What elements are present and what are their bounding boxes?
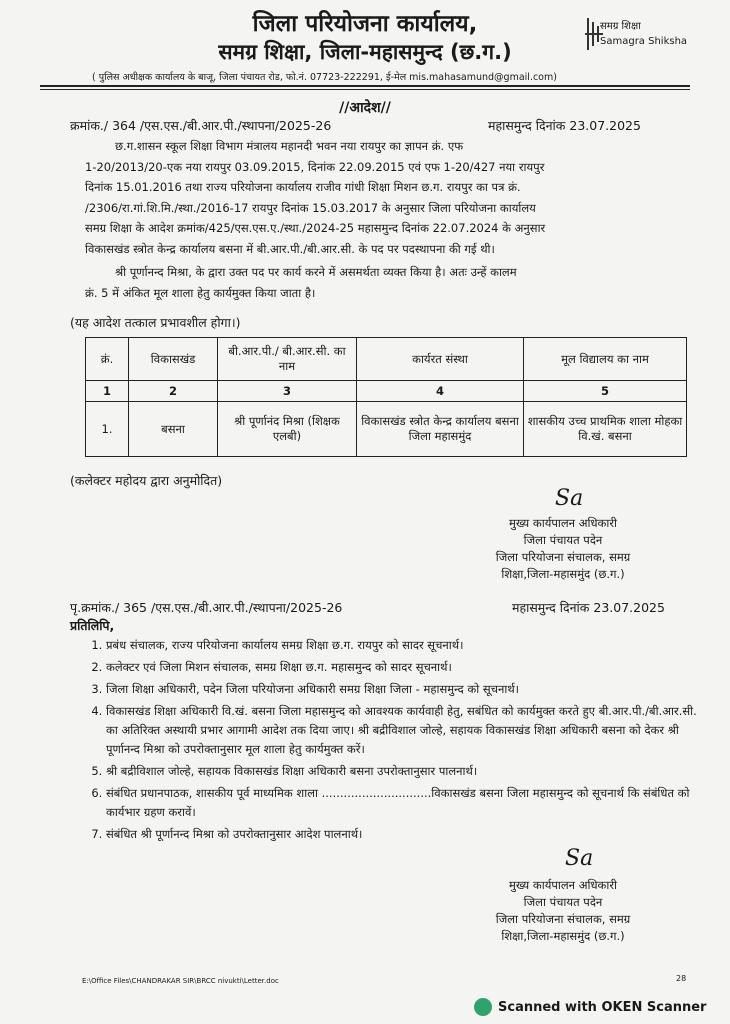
logo-text-hindi: समग्र शिक्षा — [600, 21, 641, 32]
list-item: 5. श्री बद्रीविशाल जोल्हे, सहायक विकासखंड शिक्षा अधिकारी बसना उपरोक्तानुसार पालनार्थ। — [106, 762, 711, 781]
signature-line: मुख्य कार्यपालन अधिकारी — [508, 878, 618, 892]
list-item: 4. विकासखंड शिक्षा अधिकारी वि.खं. बसना जिला महासमुन्द को आवश्यक कार्यवाही हेतु, सबंधित को कार्यमुक्त करते हुए बी.आर.पी./बी.आर.सी. का अतिरिक्त अस्थायी प्रभार आगामी आदेश तक दिया जाए। श्री बद्रीविशाल जोल्हे, सहायक विकासखंड शिक्षा अधिकारी बसना को देकर श्री पूर्णानन्द मिश्रा को उपरोक्तानुसार मूल शाला हेतु कार्यमुक्त करें। — [106, 702, 711, 759]
paragraph-line: समग्र शिक्षा के आदेश क्रमांक/425/एस.एस.ए./स्था./2024-25 महासमुन्द दिनांक 22.07.2024 के अनुसार — [85, 221, 546, 235]
table-cell: 5 — [524, 381, 687, 402]
logo-text-english: Samagra Shiksha — [600, 36, 688, 47]
signature-line: शिक्षा,जिला-महासमुंद (छ.ग.) — [501, 929, 625, 943]
list-item: 1. प्रबंध संचालक, राज्य परियोजना कार्यालय समग्र शिक्षा छ.ग. रायपुर को सादर सूचनार्थ। — [106, 636, 711, 655]
table-header: मूल विद्यालय का नाम — [524, 338, 687, 381]
file-path: E:\Office Files\CHANDRAKAR SIR\BRCC nivukti\Letter.doc — [82, 977, 279, 985]
signature-mark: Sa — [565, 846, 594, 871]
signature-line: शिक्षा,जिला-महासमुंद (छ.ग.) — [501, 567, 625, 581]
table-header: कार्यरत संस्था — [357, 338, 524, 381]
list-item: 6. संबंधित प्रधानपाठक, शासकीय पूर्व माध्यमिक शाला ..............................विकासखंड बसना जिला महासमुन्द को सूचनार्थ कि संबंधित को कार्यभार ग्रहण करावें। — [106, 784, 711, 822]
table-cell: विकासखंड स्त्रोत केन्द्र कार्यालय बसना जिला महासमुंद — [357, 402, 524, 457]
signature-block — [478, 877, 648, 945]
table-header: विकासखंड — [129, 338, 218, 381]
signature-line: जिला पंचायत पदेन — [523, 533, 603, 547]
table-cell: शासकीय उच्च प्राथमिक शाला मोहका वि.खं. बसना — [524, 402, 687, 457]
table-header: बी.आर.पी./ बी.आर.सी. का नाम — [218, 338, 357, 381]
relieving-table — [85, 337, 687, 457]
list-item: 3. जिला शिक्षा अधिकारी, पदेन जिला परियोजना अधिकारी समग्र शिक्षा जिला - महासमुन्द को सूचनार्थ। — [106, 680, 711, 699]
table-cell: बसना — [129, 402, 218, 457]
table-row — [86, 402, 687, 457]
scanner-text: Scanned with OKEN Scanner — [498, 999, 707, 1015]
divider — [40, 85, 690, 87]
page-number: 28 — [676, 974, 687, 983]
order-reference: क्रमांक./ 364 /एस.एस./बी.आर.पी./स्थापना/2025-26 — [70, 118, 332, 133]
effective-note: (यह आदेश तत्काल प्रभावशील होगा।) — [70, 315, 241, 330]
table-row — [86, 381, 687, 402]
signature-line: जिला पंचायत पदेन — [523, 895, 603, 909]
table-header-row — [86, 338, 687, 381]
approval-note: (कलेक्टर महोदय द्वारा अनुमोदित) — [70, 473, 223, 488]
table-cell: श्री पूर्णानंद मिश्रा (शिक्षक एलबी) — [218, 402, 357, 457]
paragraph-line: दिनांक 15.01.2016 तथा राज्य परियोजना कार्यालय राजीव गांधी शिक्षा मिशन छ.ग. रायपुर का पत्र क्रं. — [85, 180, 521, 194]
order-title: //आदेश// — [339, 100, 391, 116]
order-paragraph-2 — [85, 262, 685, 303]
paragraph-line: छ.ग.शासन स्कूल शिक्षा विभाग मंत्रालय महानदी भवन नया रायपुर का ज्ञापन क्रं. एफ — [115, 139, 464, 153]
signature-line: जिला परियोजना संचालक, समग्र — [495, 550, 631, 564]
paragraph-line: विकासखंड स्त्रोत केन्द्र कार्यालय बसना में बी.आर.पी./बी.आर.सी. के पद पर पदस्थापना की गई थी। — [85, 241, 495, 256]
table-cell: 4 — [357, 381, 524, 402]
copy-list — [82, 636, 711, 847]
table-cell: 3 — [218, 381, 357, 402]
department-heading: समग्र शिक्षा, जिला-महासमुन्द (छ.ग.) — [218, 40, 512, 64]
copy-date: महासमुन्द दिनांक 23.07.2025 — [512, 600, 665, 615]
paragraph-line: /2306/रा.गां.शि.मि./स्था./2016-17 रायपुर दिनांक 15.03.2017 के अनुसार जिला परियोजना कार्यालय — [85, 200, 536, 215]
signature-line: जिला परियोजना संचालक, समग्र — [495, 912, 631, 926]
table-cell: 1 — [86, 381, 129, 402]
signature-line: मुख्य कार्यपालन अधिकारी — [508, 516, 618, 530]
order-date: महासमुन्द दिनांक 23.07.2025 — [488, 118, 641, 133]
signature-block — [478, 515, 648, 583]
divider — [40, 89, 690, 90]
table-cell: 1. — [86, 402, 129, 457]
list-item: 7. संबंधित श्री पूर्णानन्द मिश्रा को उपरोक्तानुसार आदेश पालनार्थ। — [106, 825, 711, 844]
copy-heading: प्रतिलिपि, — [70, 618, 115, 633]
scanner-watermark — [474, 998, 706, 1016]
table-header: क्रं. — [86, 338, 129, 381]
copy-reference: पृ.क्रमांक./ 365 /एस.एस./बी.आर.पी./स्थापना/2025-26 — [70, 600, 343, 615]
scanner-logo-icon — [474, 998, 492, 1016]
order-paragraph-1 — [85, 136, 685, 259]
list-item: 2. कलेक्टर एवं जिला मिशन संचालक, समग्र शिक्षा छ.ग. महासमुन्द को सादर सूचनार्थ। — [106, 658, 711, 677]
office-address: ( पुलिस अधीक्षक कार्यालय के बाजू, जिला पंचायत रोड, फो.नं. 07723-222291, ई-मेल mis.mahasamund@gmail.com) — [92, 72, 557, 83]
office-heading: जिला परियोजना कार्यालय, — [252, 11, 478, 37]
paragraph-line: क्रं. 5 में अंकित मूल शाला हेतु कार्यमुक्त किया जाता है। — [85, 285, 316, 300]
paragraph-line: श्री पूर्णानन्द मिश्रा, के द्वारा उक्त पद पर कार्य करने में असमर्थता व्यक्त किया है। अतः उन्हें कालम — [115, 265, 517, 279]
table-cell: 2 — [129, 381, 218, 402]
paragraph-line: 1-20/2013/20-एक नया रायपुर 03.09.2015, दिनांक 22.09.2015 एवं एफ 1-20/427 नया रायपुर — [85, 159, 545, 174]
signature-mark: Sa — [555, 486, 584, 511]
